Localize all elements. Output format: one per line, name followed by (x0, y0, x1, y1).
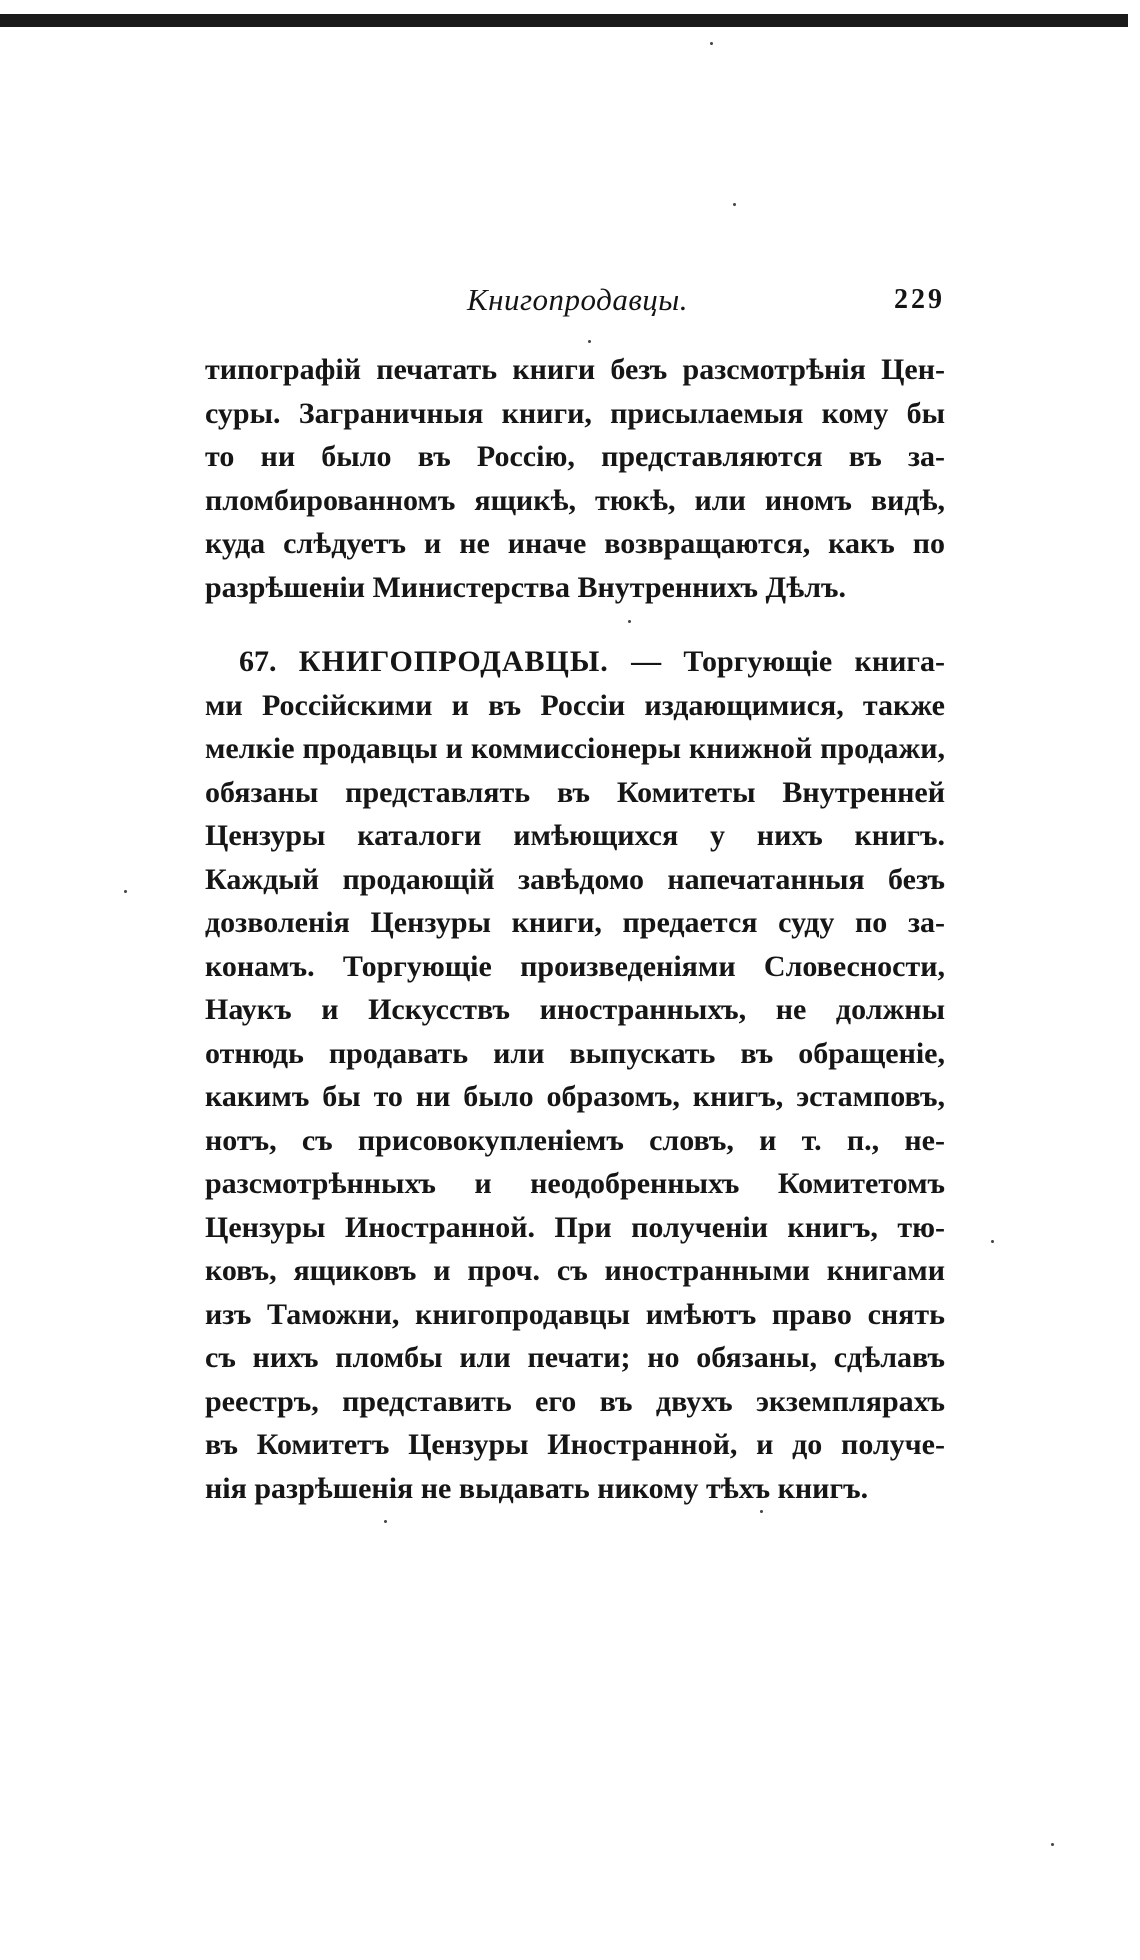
text-line: Цензуры Иностранной. При полученіи книгъ, тю- (205, 1210, 945, 1244)
text-line: нотъ, съ присовокупленіемъ словъ, и т. п., не- (205, 1123, 945, 1157)
text-line: ми Россійскими и въ Россіи издающимися, также (205, 688, 945, 722)
print-speck (760, 1510, 763, 1513)
section-paragraph (205, 640, 945, 1510)
text-line: Наукъ и Искусствъ иностранныхъ, не должны (205, 993, 945, 1026)
page-number: 229 (894, 284, 945, 315)
print-speck (733, 203, 736, 206)
text-line: Цензуры каталоги имѣющихся у нихъ книгъ. (205, 819, 945, 852)
text-line: мелкіе продавцы и коммиссіонеры книжной продажи, (205, 732, 945, 765)
text-line: пломбированномъ ящикѣ, тюкѣ, или иномъ видѣ, (205, 483, 945, 517)
print-speck (588, 340, 591, 343)
text-line: какимъ бы то ни было образомъ, книгъ, эстамповъ, (205, 1080, 945, 1113)
text-line: нія разрѣшенія не выдавать никому тѣхъ книгъ. (205, 1471, 869, 1505)
print-speck (628, 620, 631, 623)
text-line: разсмотрѣнныхъ и неодобренныхъ Комитетомъ (205, 1167, 945, 1200)
text-line: суры. Заграничныя книги, присылаемыя кому бы (205, 396, 945, 430)
text-line: съ нихъ пломбы или печати; но обязаны, сдѣлавъ (205, 1341, 945, 1374)
text-line: конамъ. Торгующіе произведеніями Словесности, (205, 949, 945, 983)
text-line: разрѣшеніи Министерства Внутреннихъ Дѣлъ. (205, 570, 847, 604)
text-line: реестръ, представить его въ двухъ экземплярахъ (205, 1384, 945, 1418)
text-line: обязаны представлять въ Комитеты Внутренней (205, 775, 945, 809)
section-title: КНИГОПРОДАВЦЫ. (298, 645, 609, 678)
text-line: въ Комитетъ Цензуры Иностранной, и до получе- (205, 1428, 945, 1461)
text-line: дозволенія Цензуры книги, предается суду по за- (205, 906, 945, 939)
text-line: изъ Таможни, книгопродавцы имѣютъ право снять (205, 1297, 945, 1331)
print-speck (991, 1240, 994, 1243)
top-border-rule (0, 14, 1128, 27)
print-speck (1051, 1843, 1054, 1846)
text-line: отнюдь продавать или выпускать въ обращеніе, (205, 1036, 945, 1070)
print-speck (384, 1520, 387, 1523)
page-header (205, 282, 945, 322)
section-heading-line (205, 640, 945, 684)
running-title: Книгопродавцы. (467, 282, 689, 317)
text-line: куда слѣдуетъ и не иначе возвращаются, какъ по (205, 527, 945, 560)
section-number: 67. (239, 645, 277, 678)
text-line: то ни было въ Россію, представляются въ за- (205, 440, 945, 473)
print-speck (710, 42, 713, 45)
text-line: Каждый продающій завѣдомо напечатанныя безъ (205, 862, 945, 896)
text-line: типографій печатать книги безъ разсмотрѣнія Цен- (205, 353, 945, 386)
print-speck (124, 890, 127, 893)
text-line: ковъ, ящиковъ и проч. съ иностранными книгами (205, 1254, 945, 1287)
continued-paragraph (205, 348, 945, 609)
section-first-line: — Торгующіе книга- (631, 645, 945, 678)
